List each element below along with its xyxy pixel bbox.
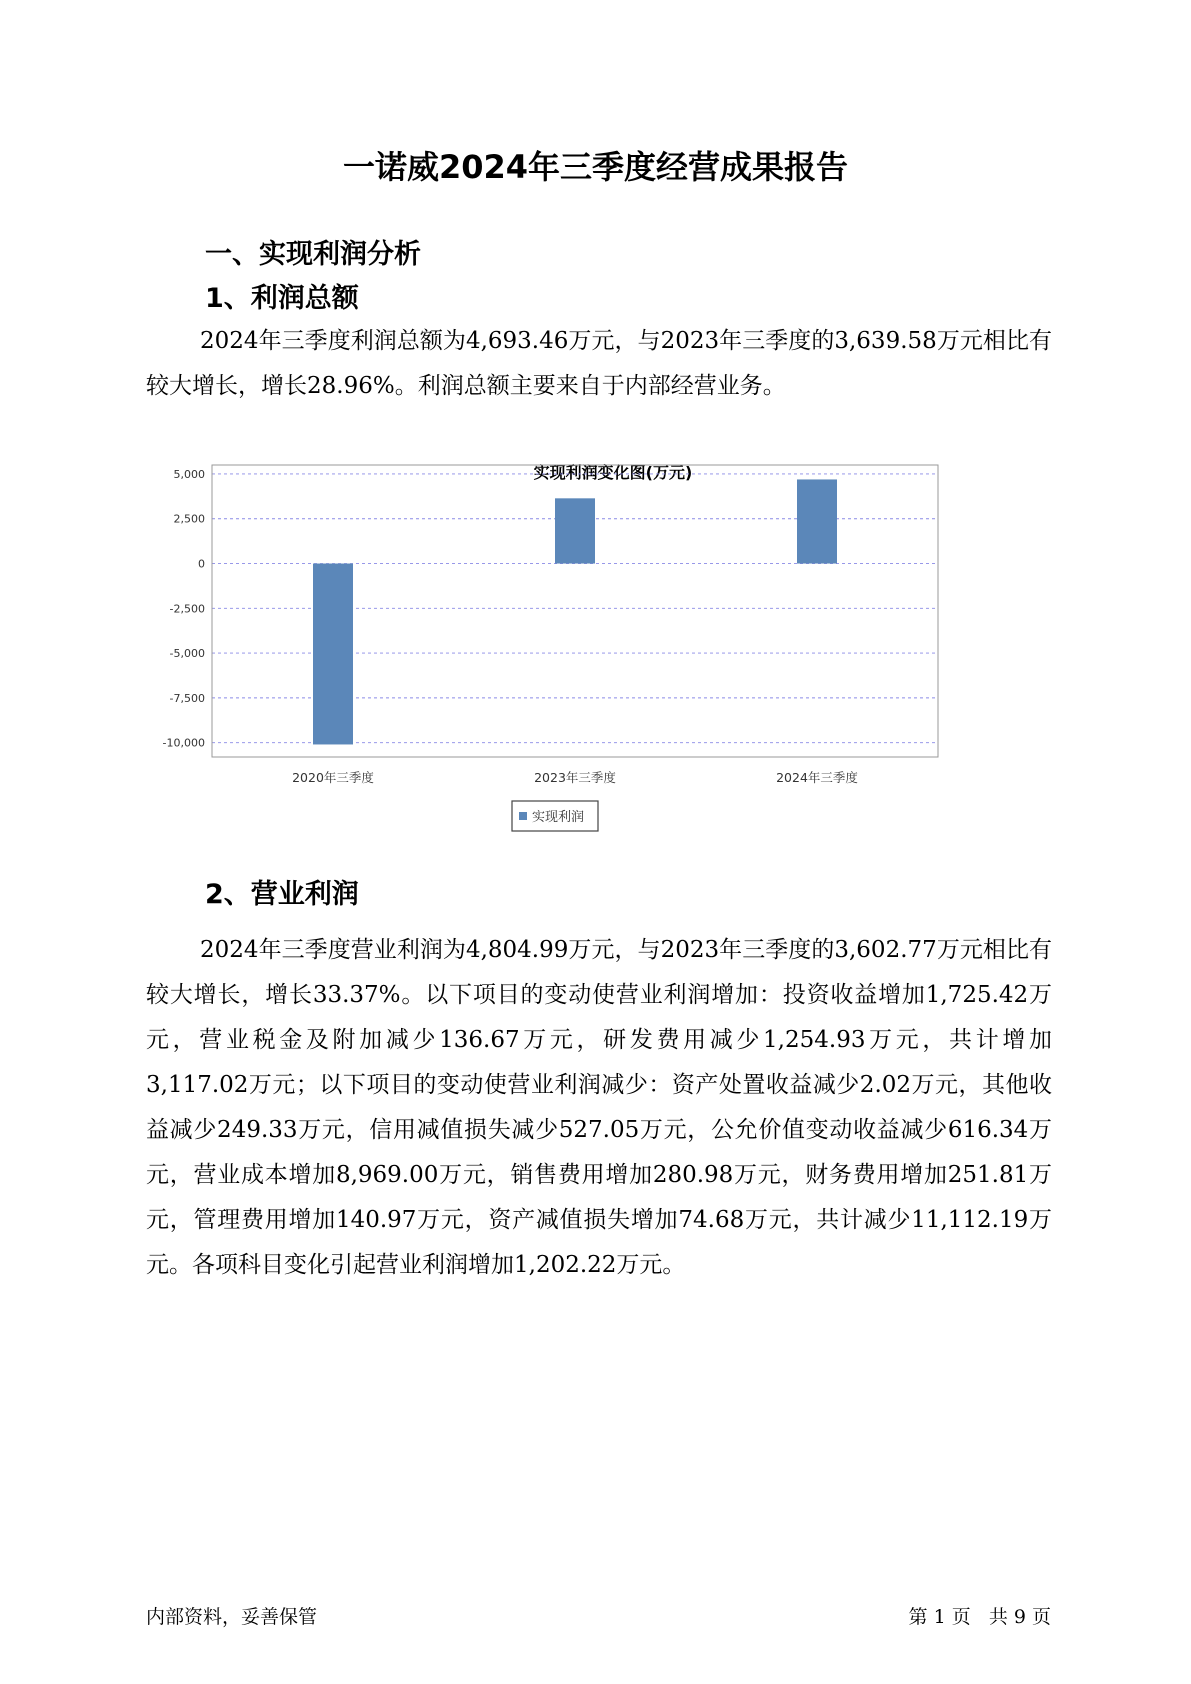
footer-page-number: 第 1 页 共 9 页 — [908, 1606, 1051, 1628]
subsection-heading-operating-profit: 2、营业利润 — [205, 879, 359, 910]
y-tick-label: -7,500 — [169, 691, 205, 705]
section-heading: 一、实现利润分析 — [205, 239, 421, 270]
y-tick-label: -2,500 — [169, 602, 205, 616]
y-tick-label: 5,000 — [173, 467, 205, 481]
legend-swatch — [519, 812, 527, 820]
x-tick-label: 2020年三季度 — [292, 770, 374, 785]
page-title: 一诺威2024年三季度经营成果报告 — [342, 148, 849, 186]
footer-confidential: 内部资料，妥善保管 — [146, 1606, 318, 1628]
bar — [555, 498, 595, 563]
chart-legend — [512, 801, 598, 831]
paragraph-operating-profit: 2024年三季度营业利润为4,804.99万元，与2023年三季度的3,602.77万元相比有较大增长，增长33.37%。以下项目的变动使营业利润增加：投资收益增加1,725.42万元，营业税金及附加减少136.67万元，研发费用减少1,254.93万元，共计增加3,117.02万元；以下项目的变动使营业利润减少：资产处置收益减少2.02万元，其他收益减少249.33万元，信用减值损失减少527.05万元，公允价值变动收益减少616.34万元，营业成本增加8,969.00万元，销售费用增加280.98万元，财务费用增加251.81万元，管理费用增加140.97万元，资产减值损失增加74.68万元，共计减少11,112.19万元。各项科目变化引起营业利润增加1,202.22万元。 — [146, 937, 1052, 1278]
legend-label: 实现利润 — [532, 810, 585, 825]
bar — [313, 564, 353, 745]
chart-title: 实现利润变化图(万元) — [533, 463, 693, 482]
subsection-heading-profit-total: 1、利润总额 — [205, 283, 359, 314]
y-tick-label: -10,000 — [162, 736, 205, 750]
profit-chart — [160, 455, 1030, 855]
paragraph-profit-total: 2024年三季度利润总额为4,693.46万元，与2023年三季度的3,639.58万元相比有较大增长，增长28.96%。利润总额主要来自于内部经营业务。 — [146, 328, 1052, 399]
y-tick-label: 0 — [198, 557, 205, 571]
y-tick-label: 2,500 — [173, 512, 205, 526]
y-tick-label: -5,000 — [169, 647, 205, 661]
bar — [797, 479, 837, 563]
x-tick-label: 2024年三季度 — [776, 770, 858, 785]
x-tick-label: 2023年三季度 — [534, 770, 616, 785]
